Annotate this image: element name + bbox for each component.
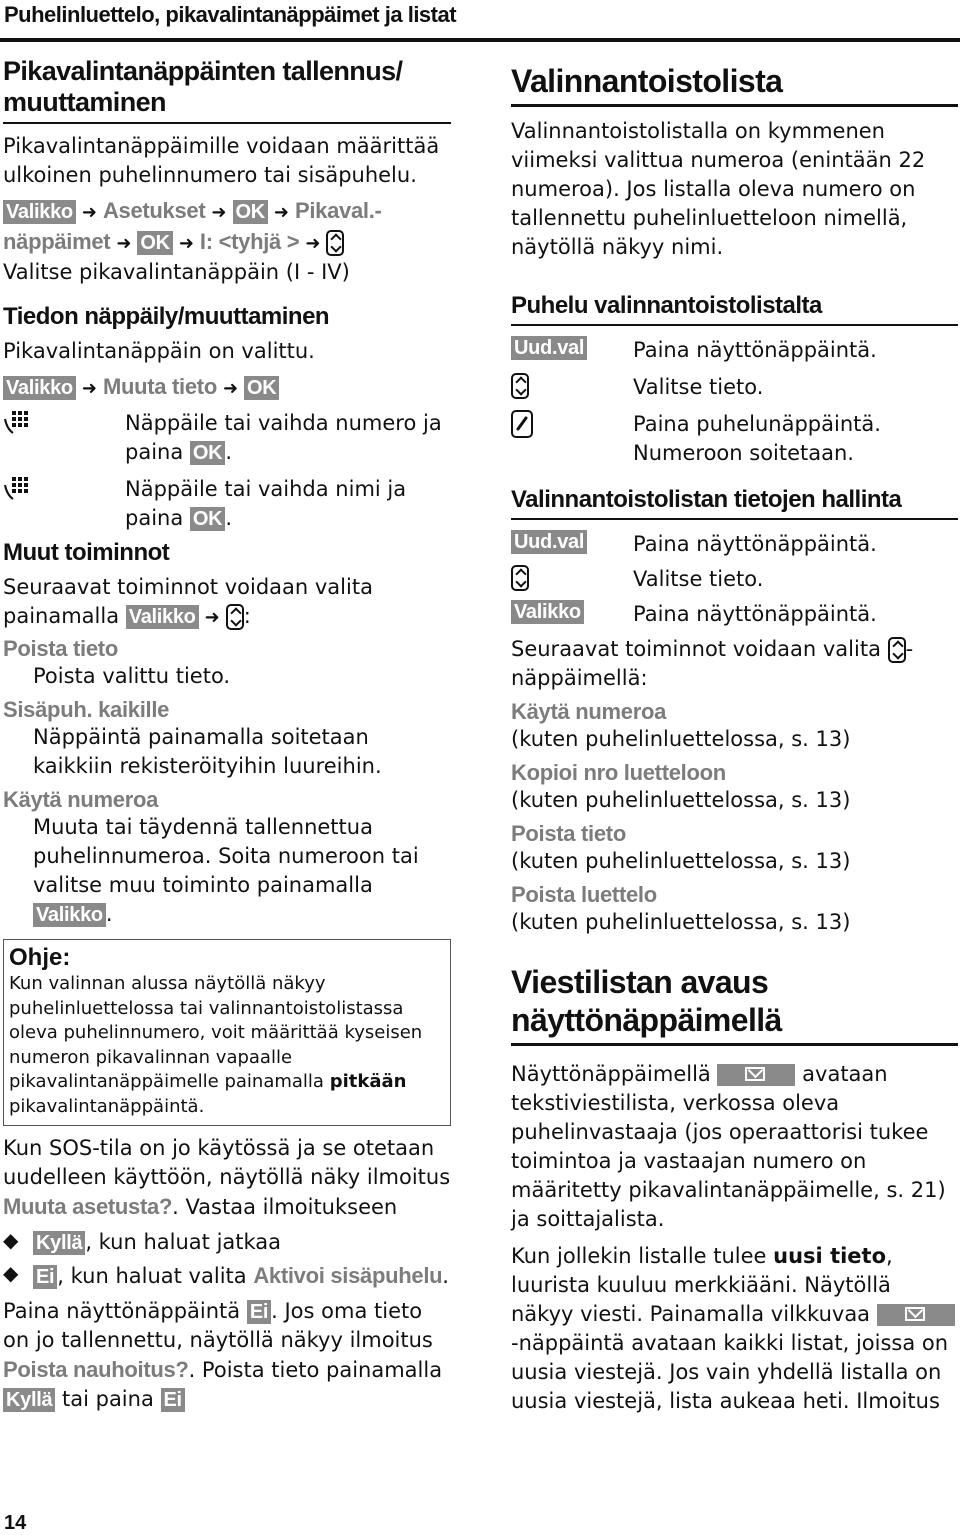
option-name: Käytä numeroa bbox=[511, 699, 667, 724]
option-desc-text: Muuta tai täydennä tallennettua puhelinnumeroa. Soita numeroon tai valitse muu toiminto painamalla bbox=[33, 815, 419, 897]
option-name: Kopioi nro luetteloon bbox=[511, 760, 726, 785]
key-uud-val: Uud.val bbox=[511, 336, 587, 360]
key-valikko: Valikko bbox=[3, 200, 76, 224]
para-text: . Jos oma tieto on jo tallennettu, näytöllä näkyy ilmoitus bbox=[3, 1299, 433, 1352]
key-ok: OK bbox=[137, 231, 172, 255]
envelope-key-icon bbox=[717, 1064, 795, 1086]
right-column bbox=[511, 56, 958, 1416]
row-desc: Valitse tieto. bbox=[633, 567, 764, 591]
other-functions-intro bbox=[3, 573, 451, 632]
para-text: Kun jollekin listalle tulee bbox=[511, 1244, 767, 1268]
section-title-speed-dial: Pikavalintanäppäinten tallennus/ muuttaminen bbox=[3, 56, 403, 117]
section-rule bbox=[511, 518, 958, 520]
page-header: Puhelinluettelo, pikavalintanäppäimet ja listat bbox=[4, 2, 457, 27]
message-poista-nauhoitus: Poista nauhoitus? bbox=[3, 1357, 189, 1382]
key-uud-val: Uud.val bbox=[511, 530, 587, 554]
key-ok: OK bbox=[190, 441, 225, 465]
arrow-icon: ➜ bbox=[222, 378, 239, 399]
option-desc: (kuten puhelinluettelossa, s. 13) bbox=[511, 910, 851, 934]
edit-name-row bbox=[3, 475, 451, 533]
note-text-b: pikavalintanäppäintä. bbox=[9, 1095, 205, 1117]
key-ei: Ei bbox=[247, 1300, 271, 1324]
diamond-bullet-icon: ◆ bbox=[3, 1261, 19, 1285]
navigation-key-icon bbox=[888, 637, 906, 663]
option-desc: (kuten puhelinluettelossa, s. 13) bbox=[511, 788, 851, 812]
bullet-ei bbox=[3, 1261, 451, 1291]
manage-row-2 bbox=[511, 565, 958, 594]
r-option-3 bbox=[511, 821, 958, 876]
section-rule bbox=[511, 104, 958, 107]
key-valikko: Valikko bbox=[511, 600, 584, 624]
left-column bbox=[3, 56, 451, 1414]
edit-number-row bbox=[3, 409, 451, 467]
redial-intro: Valinnantoistolistalla on kymmenen viimeksi valittua numeroa (enintään 22 numeroa). Jos listalla oleva numero on tallennettu puhelinluetteloon nimellä, näytöllä näkyy nimi. bbox=[511, 119, 926, 259]
keypad-icon bbox=[3, 409, 29, 435]
r-option-1 bbox=[511, 699, 958, 754]
message-para-2 bbox=[511, 1242, 958, 1416]
punct: . bbox=[225, 506, 232, 530]
option-desc bbox=[3, 813, 451, 929]
option-kayta-numeroa bbox=[3, 787, 451, 929]
speed-dial-intro: Pikavalintanäppäimille voidaan määrittää ulkoinen puhelinnumero tai sisäpuhelu. bbox=[3, 134, 440, 187]
option-name: Poista luettelo bbox=[511, 882, 657, 907]
option-sisapuh-kaikille bbox=[3, 697, 451, 781]
bullet-text: , kun haluat valita bbox=[57, 1264, 247, 1288]
menu-muuta-tieto: Muuta tieto bbox=[102, 374, 217, 399]
manage-row-3 bbox=[511, 600, 958, 629]
section-title-redial-management: Valinnantoistolistan tietojen hallinta bbox=[511, 486, 902, 513]
option-poista-tieto bbox=[3, 636, 451, 691]
menu-nappaimet: näppäimet bbox=[3, 229, 111, 254]
punct: : bbox=[243, 604, 251, 628]
diamond-bullet-icon: ◆ bbox=[3, 1228, 19, 1252]
row-desc: Paina näyttönäppäintä. bbox=[633, 602, 877, 626]
option-desc: Poista valittu tieto. bbox=[33, 664, 231, 688]
section-rule bbox=[3, 122, 451, 124]
option-name: Käytä numeroa bbox=[3, 787, 159, 812]
section-title-redial-list: Valinnantoistolista bbox=[511, 63, 783, 99]
bold-text: uusi tieto bbox=[773, 1244, 887, 1268]
section-rule bbox=[511, 324, 958, 326]
arrow-icon: ➜ bbox=[211, 202, 227, 223]
note-text bbox=[9, 972, 444, 1119]
header-rule bbox=[0, 38, 960, 42]
redial-row-3 bbox=[511, 410, 958, 468]
section-title-call-from-redial: Puhelu valinnantoistolistalta bbox=[511, 292, 822, 319]
arrow-icon: ➜ bbox=[204, 607, 220, 628]
arrow-icon: ➜ bbox=[305, 233, 321, 254]
keypad-icon bbox=[3, 475, 29, 501]
manage-intro bbox=[511, 635, 958, 693]
bullet-kylla bbox=[3, 1228, 451, 1257]
navigation-key-icon bbox=[226, 604, 244, 630]
redial-row-1 bbox=[511, 336, 958, 365]
key-kylla: Kyllä bbox=[33, 1231, 85, 1255]
para-text: näppäimellä: bbox=[511, 666, 648, 690]
sos-message: Muuta asetusta? bbox=[3, 1194, 173, 1219]
manage-row-1 bbox=[511, 530, 958, 559]
menu-tyhja: I: <tyhjä > bbox=[199, 229, 300, 254]
navigation-key-icon bbox=[511, 565, 529, 591]
navigation-key-icon bbox=[511, 373, 529, 399]
para-text: Näyttönäppäimellä bbox=[511, 1062, 711, 1086]
section-title-edit-entry: Tiedon näppäily/muuttaminen bbox=[3, 303, 330, 330]
bullet-text: , kun haluat jatkaa bbox=[85, 1230, 282, 1254]
menu-aktivoi: Aktivoi sisäpuhelu bbox=[253, 1263, 443, 1288]
key-valikko: Valikko bbox=[3, 376, 76, 400]
punct: - bbox=[905, 637, 914, 661]
para-text: Seuraavat toiminnot voidaan valita bbox=[511, 637, 881, 661]
row-desc: Paina näyttönäppäintä. bbox=[633, 532, 877, 556]
para-text: . Poista tieto painamalla bbox=[188, 1358, 443, 1382]
row-desc: Paina näyttönäppäintä. bbox=[633, 338, 877, 362]
punct: . bbox=[105, 902, 113, 926]
note-title: Ohje: bbox=[9, 944, 71, 971]
para-text: , luurista kuuluu merkkiääni. Näytöllä näkyy viesti. Painamalla vilkkuvaa bbox=[511, 1244, 893, 1326]
key-kylla: Kyllä bbox=[3, 1388, 55, 1412]
arrow-icon: ➜ bbox=[81, 378, 97, 399]
note-box bbox=[3, 939, 451, 1126]
envelope-key-icon bbox=[877, 1304, 955, 1326]
note-text-a: Kun valinnan alussa näytöllä näkyy puhelinluettelossa tai valinnantoistolistassa oleva puhelinnumero, voit määrittää kyseisen numeron pikavalinnan vapaalle pikavalintanäppäimelle painamalla bbox=[9, 973, 423, 1092]
edit-entry-intro: Pikavalintanäppäin on valittu. bbox=[3, 339, 315, 363]
menu-asetukset: Asetukset bbox=[102, 198, 206, 223]
option-desc: (kuten puhelinluettelossa, s. 13) bbox=[511, 727, 851, 751]
redial-row-2 bbox=[511, 373, 958, 402]
para-text: avataan tekstiviestilista, verkossa oleva puhelinvastaaja (jos operaattorisi tukee toimintoa ja vastaajan numero on määritetty pikavalintanäppäimelle, s. 21) ja soittajalista. bbox=[511, 1062, 946, 1231]
note-bold: pitkään bbox=[329, 1071, 407, 1092]
para-text: tai paina bbox=[62, 1387, 154, 1411]
edit-number-text: Näppäile tai vaihda numero ja paina bbox=[125, 411, 442, 464]
page-number: 14 bbox=[4, 1512, 27, 1534]
sos-paragraph bbox=[3, 1134, 451, 1222]
arrow-icon: ➜ bbox=[116, 233, 132, 254]
section-title-message-list bbox=[511, 963, 958, 1039]
r-option-2 bbox=[511, 760, 958, 815]
key-valikko: Valikko bbox=[33, 903, 106, 927]
punct: . bbox=[225, 440, 232, 464]
sos-text-b: . Vastaa ilmoitukseen bbox=[172, 1195, 398, 1219]
key-ei: Ei bbox=[33, 1265, 57, 1289]
menu-pikaval: Pikaval.- bbox=[295, 198, 382, 223]
r-option-4 bbox=[511, 882, 958, 937]
arrow-icon: ➜ bbox=[273, 202, 289, 223]
key-ok: OK bbox=[233, 200, 268, 224]
title-line: näyttönäppäimellä bbox=[511, 1002, 782, 1038]
sos-text: Kun SOS-tila on jo käytössä ja se otetaan uudelleen käyttöön, näytöllä näky ilmoitus bbox=[3, 1136, 451, 1189]
para-text: -näppäintä avataan kaikki listat, joissa on uusia viestejä. Jos vain yhdellä listalla on uusia viestejä, lista aukeaa heti. Ilmoitus bbox=[511, 1331, 949, 1413]
arrow-icon: ➜ bbox=[81, 202, 97, 223]
delete-paragraph bbox=[3, 1297, 451, 1414]
para-text: Paina näyttönäppäintä bbox=[3, 1299, 241, 1323]
navigation-key-icon bbox=[326, 230, 344, 256]
key-ei: Ei bbox=[161, 1388, 185, 1412]
call-key-icon bbox=[511, 410, 533, 438]
speed-dial-select: Valitse pikavalintanäppäin (I - IV) bbox=[3, 260, 350, 284]
option-name: Sisäpuh. kaikille bbox=[3, 697, 170, 722]
key-ok: OK bbox=[190, 507, 225, 531]
edit-name-text: Näppäile tai vaihda nimi ja paina bbox=[125, 477, 407, 530]
title-line: Viestilistan avaus bbox=[511, 964, 769, 1000]
option-name: Poista tieto bbox=[3, 636, 118, 661]
row-desc: Paina puhelunäppäintä. Numeroon soitetaan. bbox=[633, 412, 881, 465]
key-valikko: Valikko bbox=[126, 605, 199, 629]
speed-dial-path bbox=[3, 196, 451, 287]
message-para-1 bbox=[511, 1060, 958, 1234]
section-title-other-functions: Muut toiminnot bbox=[3, 539, 170, 566]
row-desc: Valitse tieto. bbox=[633, 375, 764, 399]
option-name: Poista tieto bbox=[511, 821, 626, 846]
edit-entry-path bbox=[3, 372, 451, 403]
option-desc: Näppäintä painamalla soitetaan kaikkiin rekisteröityihin luureihin. bbox=[33, 725, 382, 778]
other-functions-text: Seuraavat toiminnot voidaan valita painamalla bbox=[3, 575, 373, 628]
punct: . bbox=[442, 1264, 449, 1288]
arrow-icon: ➜ bbox=[178, 233, 194, 254]
section-rule bbox=[511, 1043, 958, 1046]
key-ok: OK bbox=[244, 376, 279, 400]
option-desc: (kuten puhelinluettelossa, s. 13) bbox=[511, 849, 851, 873]
